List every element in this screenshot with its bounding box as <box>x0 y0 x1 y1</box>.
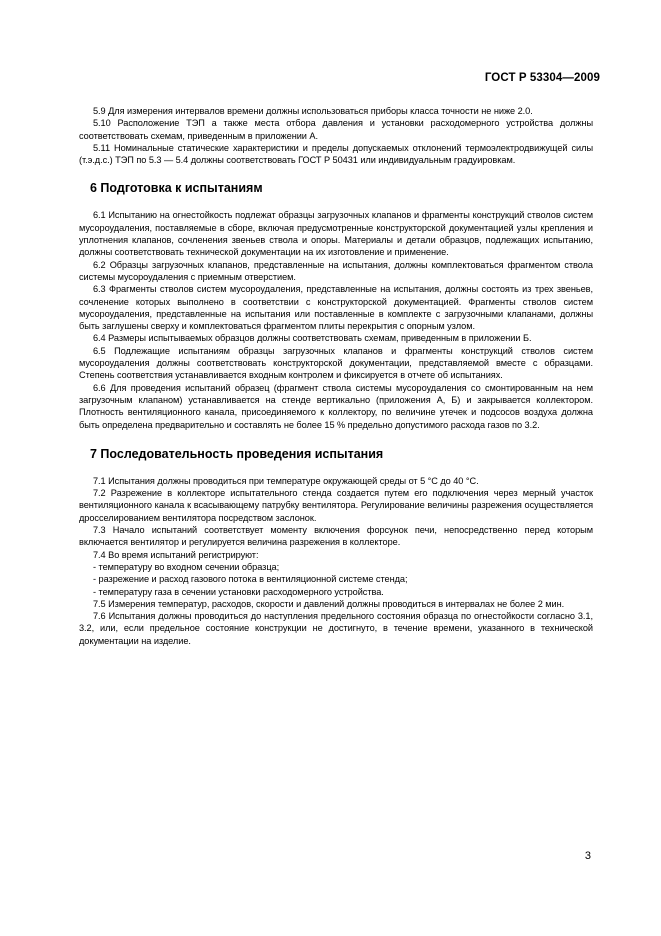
document-code: ГОСТ Р 53304—2009 <box>484 72 600 84</box>
clause-6-5: 6.5 Подлежащие испытаниям образцы загрузочных клапанов и фрагменты конструкций стволов систем мусороудаления должны соответствовать конструкторской документации, представляемой вместе с образцами. Степень соответствия устанавливается входным контролем и фиксируется в отчете об испытаниях. <box>79 345 593 381</box>
page-content <box>79 105 593 647</box>
clause-5-9: 5.9 Для измерения интервалов времени должны использоваться приборы класса точности не ниже 2.0. <box>93 106 533 116</box>
clause-7-5: 7.5 Измерения температур, расходов, скорости и давлений должны проводиться в интервалах не более 2 мин. <box>93 598 565 609</box>
clause-6-1: 6.1 Испытанию на огнестойкость подлежат образцы загрузочных клапанов и фрагменты конструкций стволов систем мусороудаления, поставляемые в сборе, включая предусмотренные конструкторской документацией узлы крепления и уплотнения клапанов, сочленения звеньев ствола и опоры. Материалы и детали образцов, подлежащих испытанию, должны соответствовать технической документации на их изготовление и применение. <box>79 210 593 258</box>
clause-7-6: 7.6 Испытания должны проводиться до наступления предельного состояния образца по огнестойкости согласно 3.1, 3.2, или, если предельное состояние конструкции не достигнуто, в течение времени, указанного в технической документации на изделие. <box>79 611 593 646</box>
clause-5-11: 5.11 Номинальные статические характеристики и пределы допускаемых отклонений термоэлектродвижущей силы (т.э.д.с.) ТЭП по 5.3 — 5.4 должны соответствовать ГОСТ Р 50431 или индивидуальным градуировкам. <box>79 142 593 166</box>
list-item: - разрежение и расход газового потока в вентиляционной системе стенда; <box>93 574 408 585</box>
page-number: 3 <box>584 850 591 862</box>
clause-7-1: 7.1 Испытания должны проводиться при температуре окружающей среды от 5 °С до 40 °С. <box>93 475 479 486</box>
clause-6-2: 6.2 Образцы загрузочных клапанов, представленные на испытания, должны комплектоваться фрагментом ствола системы мусороудаления с приемным отверстием. <box>79 259 593 282</box>
clause-6-6: 6.6 Для проведения испытаний образец (фрагмент ствола системы мусороудаления со смонтированным на нем загрузочным клапаном) устанавливается на стенде вертикально (приложения А, Б) и закрывается коллектором. Плотность вентиляционного канала, присоединяемого к коллектору, по величине утечек и подсосов воздуха должна быть определена предварительно и составлять не более 15 % предельно допустимого расхода газов по 3.2. <box>79 382 593 430</box>
clause-7-4: 7.4 Во время испытаний регистрируют: <box>93 549 259 560</box>
clause-7-3: 7.3 Начало испытаний соответствует моменту включения форсунок печи, непосредственно перед которым включается вентилятор и регулируется величина разрежения в коллекторе. <box>79 525 593 548</box>
section-6-heading: 6 Подготовка к испытаниям <box>90 181 263 196</box>
clause-6-4: 6.4 Размеры испытываемых образцов должны соответствовать схемам, приведенным в приложении Б. <box>93 333 532 344</box>
clause-5-10: 5.10 Расположение ТЭП а также места отбора давления и установки расходомерного устройства должны соответствовать схемам, приведенным в приложении А. <box>79 118 593 141</box>
clause-7-2: 7.2 Разрежение в коллекторе испытательного стенда создается путем его подключения через мерный участок вентиляционного канала к всасывающему патрубку вентилятора. Регулирование величины разрежения осуществляется дросселированием вентилятора посредством заслонок. <box>79 488 593 523</box>
section-7-heading: 7 Последовательность проведения испытания <box>90 446 384 461</box>
list-item: - температуру во входном сечении образца; <box>93 561 280 572</box>
list-item: - температуру газа в сечении установки расходомерного устройства. <box>93 586 384 597</box>
clause-6-3: 6.3 Фрагменты стволов систем мусороудаления, представленные на испытания, должны состоять из трех звеньев, сочленение которых выполнено в соответствии с конструкторской документацией. Фрагменты стволов систем мусороудаления, представленные на испытания или поставленные в комплекте с загрузочными клапанами, должны быть заглушены сверху и комплектоваться фрагментом плиты перекрытия с опорным узлом. <box>79 284 593 332</box>
